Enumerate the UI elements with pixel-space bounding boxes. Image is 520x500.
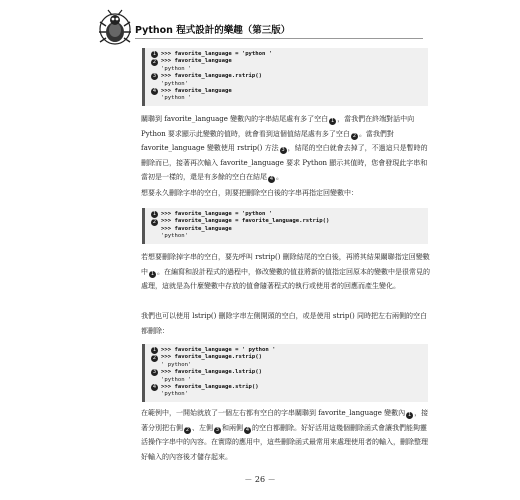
callout-marker: 4 bbox=[152, 384, 157, 391]
paragraph-text: 。 bbox=[276, 173, 283, 181]
code-line bbox=[151, 66, 422, 73]
code-line bbox=[151, 347, 422, 354]
code-text: >>> favorite_language = favorite_language.rstrip() bbox=[161, 218, 330, 225]
code-text: >>> favorite_language = 'python ' bbox=[161, 51, 273, 57]
callout-marker: 3 bbox=[215, 426, 220, 433]
header-divider bbox=[135, 38, 423, 39]
code-text: >>> favorite_language = 'python ' bbox=[161, 211, 273, 217]
page-number: － 26 － bbox=[244, 475, 276, 484]
paragraph-text: 若想要刪除掉字串的空白，要先呼叫 rstrip() 刪除結尾的空白後，再將其結果關聯指定回變數中 bbox=[141, 253, 430, 276]
code-line bbox=[151, 73, 422, 80]
code-text: 'python ' bbox=[161, 95, 192, 102]
code-line bbox=[151, 58, 422, 65]
code-line bbox=[151, 226, 422, 233]
paragraph-text: ，當我們在終端對話中向 Python 要求顯示此變數的值時，就會看到這個值結尾處有多了空白 bbox=[141, 115, 415, 138]
callout-marker: 2 bbox=[185, 426, 190, 433]
callout-marker: 3 bbox=[281, 147, 285, 153]
code-text: 'python' bbox=[161, 391, 188, 398]
code-line bbox=[151, 354, 422, 361]
callout-marker: 1 bbox=[152, 51, 157, 58]
callout-marker: 4 bbox=[152, 88, 157, 95]
paragraph-text: 在範例中，一開始就放了一個左右都有空白的字串關聯到 favorite_language 變數內 bbox=[141, 409, 406, 417]
callout-marker: 1 bbox=[408, 412, 412, 418]
paragraph-text: 和兩側 bbox=[222, 423, 243, 432]
code-line bbox=[151, 95, 422, 102]
callout-marker: 2 bbox=[352, 132, 357, 139]
callout-marker: 1 bbox=[331, 118, 335, 124]
python-bug-logo bbox=[95, 8, 135, 48]
code-line bbox=[151, 233, 422, 240]
code-text: >>> favorite_language.rstrip() bbox=[161, 73, 263, 80]
paragraph-text: 的空白都刪除。好好活用這幾個刪除函式會讓我們能夠靈活操作字串中的內容。在實際的應用中，這些刪除函式最常用來處理使用者的輸入，刪除整理好輸入的內容後才儲存起來。 bbox=[141, 423, 428, 461]
code-line bbox=[151, 218, 422, 225]
callout-marker: 1 bbox=[150, 270, 155, 277]
paragraph-lstrip-strip: 我們也可以使用 lstrip() 刪除字串左側開頭的空白，或是使用 strip() 同時把左右兩側的空白都刪除： bbox=[141, 312, 428, 335]
code-text: >>> favorite_language.strip() bbox=[161, 383, 259, 390]
callout-marker: 4 bbox=[245, 426, 250, 433]
callout-marker: 3 bbox=[152, 73, 157, 80]
paragraph-example-summary bbox=[141, 406, 431, 464]
code-text: 'python ' bbox=[161, 376, 192, 383]
code-text: 'python' bbox=[161, 233, 188, 240]
callout-marker: 1 bbox=[152, 347, 157, 354]
code-line bbox=[151, 362, 422, 369]
callout-marker: 2 bbox=[152, 218, 157, 225]
code-block-3 bbox=[142, 344, 428, 402]
paragraph-permanent-strip: 想要永久刪除字串的空白，則要把刪除空白後的字串再指定回變數中： bbox=[141, 189, 358, 197]
code-line bbox=[151, 81, 422, 88]
paragraph-text: 。在編寫和設計程式的過程中，修改變數的值並將新的值指定回原本的變數中是很常見的處理，這就是為什麼變數中存放的值會隨著程式的執行或使用者的回應而產生變化。 bbox=[141, 267, 430, 290]
code-text: >>> favorite_language = ' python ' bbox=[161, 347, 276, 353]
book-title: Python 程式設計的樂趣（第三版） bbox=[135, 25, 291, 36]
code-text: 'python ' bbox=[161, 65, 192, 72]
paragraph-text: ，接著分別把右側 bbox=[141, 409, 429, 432]
code-block-1 bbox=[142, 48, 428, 106]
code-line bbox=[151, 377, 422, 384]
code-line bbox=[151, 51, 422, 58]
paragraph-rstrip-explanation bbox=[141, 112, 431, 185]
running-header bbox=[95, 8, 425, 48]
code-text: >>> favorite_language bbox=[161, 58, 232, 65]
paragraph-text: ，結尾的空白就會去掉了，不過這只是暫時的刪除而已，接著再次輸入 favorite_language 要求 Python 顯示其值時，您會發現此字串和當初是一樣的，還是有多餘的空白在結尾 bbox=[141, 144, 428, 181]
callout-marker: 1 bbox=[152, 211, 157, 218]
code-line bbox=[151, 211, 422, 218]
code-line bbox=[151, 391, 422, 398]
code-line bbox=[151, 384, 422, 391]
code-text: >>> favorite_language bbox=[161, 87, 232, 94]
paragraph-text: 。當我們對 favorite_language 變數使用 rstrip() 方法 bbox=[141, 129, 394, 152]
code-text: 'python' bbox=[161, 80, 188, 87]
code-text: >>> favorite_language.rstrip() bbox=[161, 354, 263, 361]
callout-marker: 4 bbox=[269, 176, 274, 182]
code-block-2 bbox=[142, 208, 428, 244]
code-text: >>> favorite_language.lstrip() bbox=[161, 369, 263, 376]
code-text: >>> favorite_language bbox=[161, 225, 232, 232]
callout-marker: 2 bbox=[152, 354, 157, 361]
code-line bbox=[151, 88, 422, 95]
paragraph-reassign-variable bbox=[141, 250, 431, 294]
paragraph-text: 、左側 bbox=[192, 423, 213, 432]
paragraph-text: 關聯到 favorite_language 變數內的字串結尾處有多了空白 bbox=[141, 115, 329, 123]
callout-marker: 2 bbox=[152, 58, 157, 65]
code-text: ' python' bbox=[161, 361, 192, 368]
callout-marker: 3 bbox=[152, 369, 157, 376]
code-line bbox=[151, 369, 422, 376]
